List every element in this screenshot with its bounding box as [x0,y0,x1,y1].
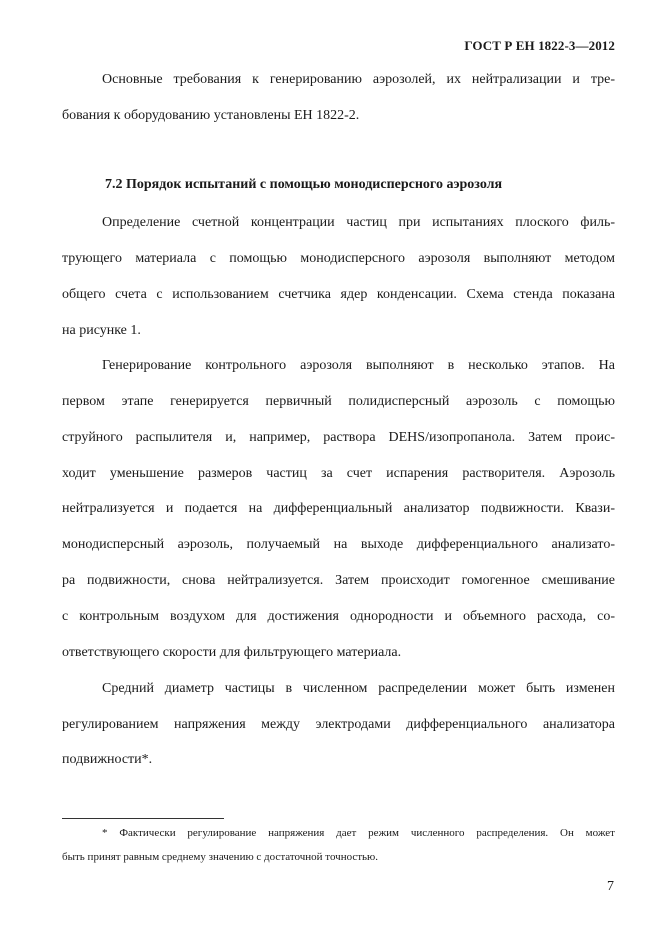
paragraph-line: нейтрализуется и подается на дифференциальный анализатор подвижности. Квази- [62,501,615,516]
standard-code-header: ГОСТ Р ЕН 1822-3—2012 [464,38,615,53]
paragraph-line: первом этапе генерируется первичный полидисперсный аэрозоль с помощью [62,394,615,409]
paragraph-line: ответствующего скорости для фильтрующего материала. [62,645,402,660]
paragraph-line: ходит уменьшение размеров частиц за счет испарения растворителя. Аэрозоль [62,466,615,481]
section-heading: 7.2 Порядок испытаний с помощью монодисперсного аэрозоля [105,177,503,192]
page-number: 7 [607,879,614,894]
paragraph-line: на рисунке 1. [62,323,141,338]
paragraph-line: ра подвижности, снова нейтрализуется. Затем происходит гомогенное смешивание [62,573,615,588]
intro-line: Основные требования к генерированию аэрозолей, их нейтрализации и тре- [102,72,615,87]
paragraph-line: Средний диаметр частицы в численном распределении может быть изменен [102,681,615,696]
paragraph-line: Определение счетной концентрации частиц при испытаниях плоского филь- [102,215,615,230]
paragraph-line: общего счета с использованием счетчика ядер конденсации. Схема стенда показана [62,287,615,302]
paragraph-line: Генерирование контрольного аэрозоля выполняют в несколько этапов. На [102,358,615,373]
footnote-line: быть принят равным среднему значению с достаточной точностью. [62,851,379,863]
footnote-separator [62,818,224,819]
paragraph-line: подвижности*. [62,752,153,767]
paragraph-line: монодисперсный аэрозоль, получаемый на выходе дифференциального анализато- [62,537,615,552]
paragraph-line: трующего материала с помощью монодисперсного аэрозоля выполняют методом [62,251,615,266]
paragraph-line: струйного распылителя и, например, раствора DEHS/изопропанола. Затем проис- [62,430,615,445]
footnote-line: * Фактически регулирование напряжения дает режим численного распределения. Он может [102,827,615,839]
paragraph-line: регулированием напряжения между электродами дифференциального анализатора [62,717,615,732]
paragraph-line: с контрольным воздухом для достижения однородности и объемного расхода, со- [62,609,615,624]
intro-line: бования к оборудованию установлены ЕН 1822-2. [62,108,360,123]
